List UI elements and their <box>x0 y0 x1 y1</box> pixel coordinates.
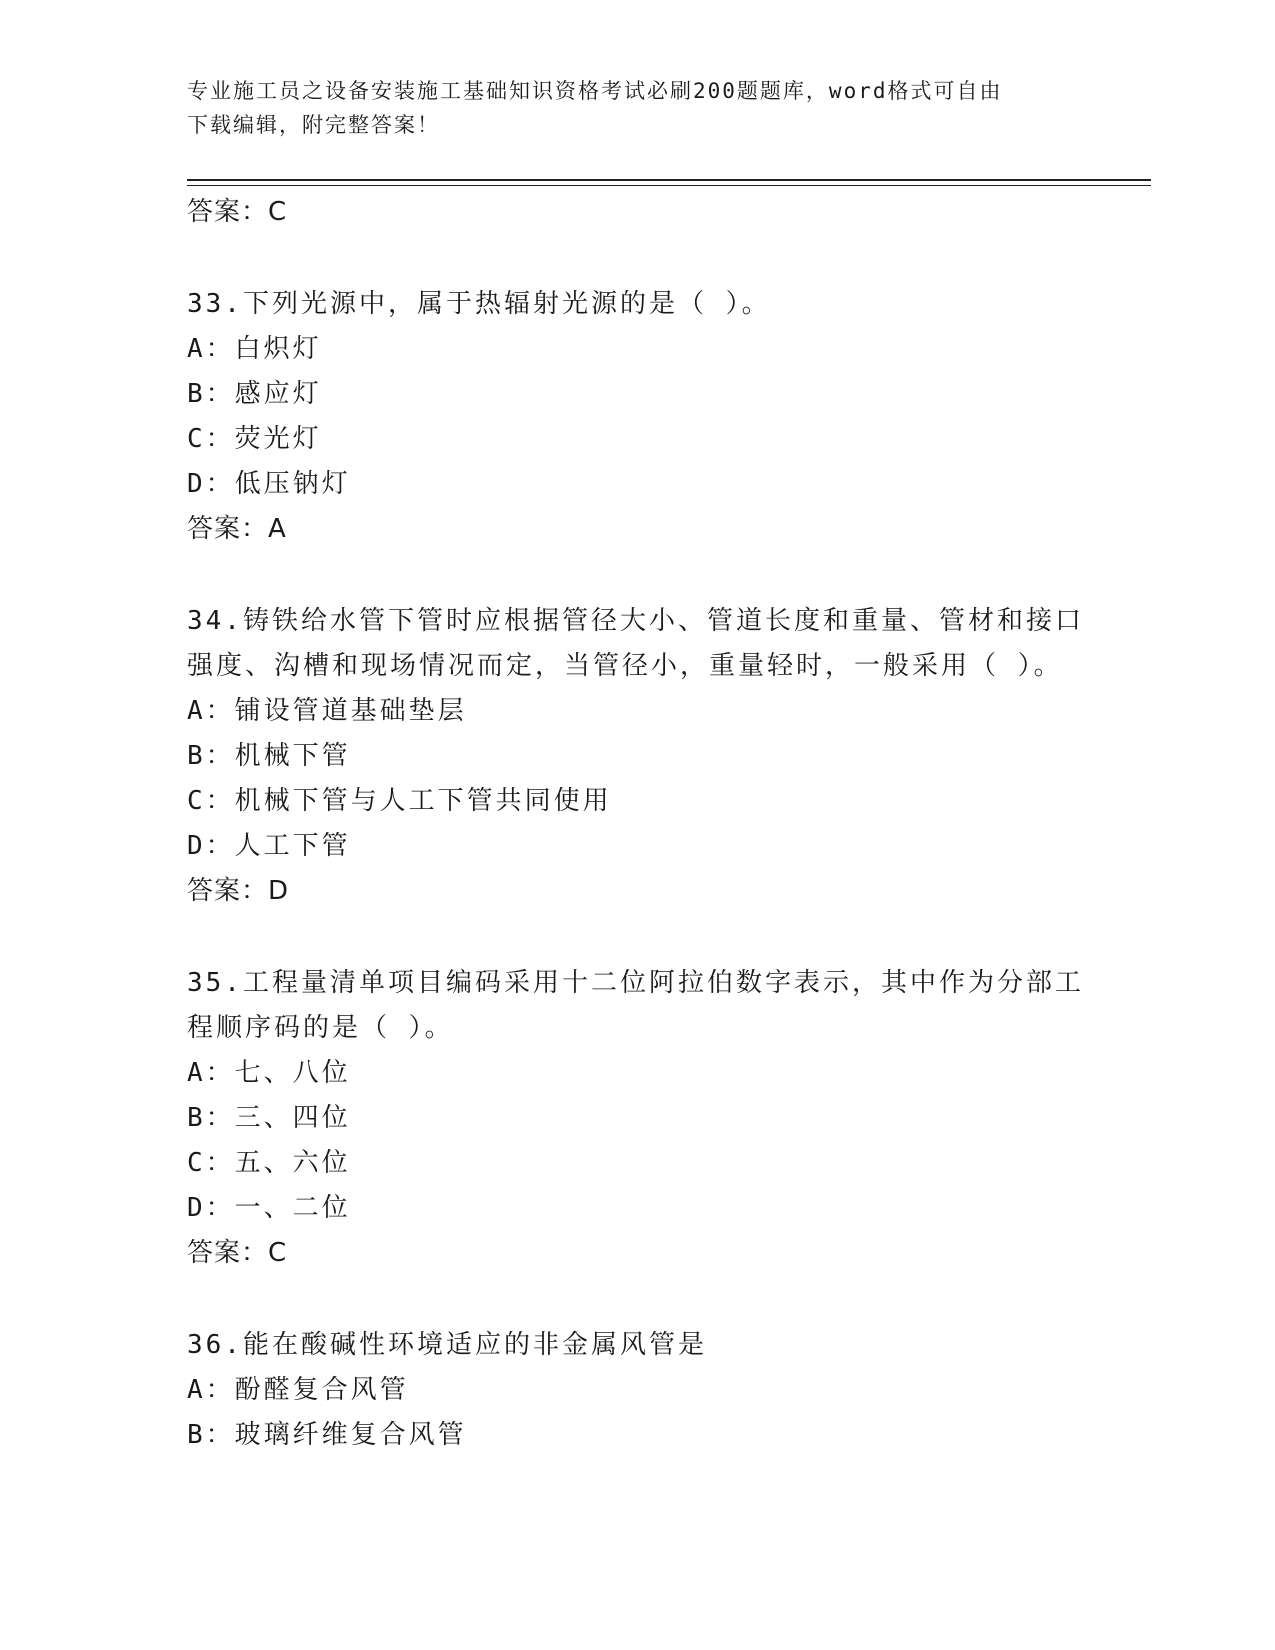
option-b: B：玻璃纤维复合风管 <box>187 1420 467 1450</box>
option-c: C：五、六位 <box>187 1148 351 1178</box>
question-list <box>187 190 1087 1458</box>
spacer <box>187 235 1087 282</box>
document-header <box>187 74 1067 142</box>
option-b: B：三、四位 <box>187 1103 351 1133</box>
option-c: C：荧光灯 <box>187 424 322 454</box>
option-a: A：七、八位 <box>187 1058 351 1088</box>
question-block <box>187 961 1087 1276</box>
question-text: 35.工程量清单项目编码采用十二位阿拉伯数字表示，其中作为分部工 <box>187 968 1084 998</box>
spacer <box>187 914 1087 961</box>
question-block <box>187 599 1087 914</box>
spacer <box>187 1276 1087 1323</box>
spacer <box>187 552 1087 599</box>
option-d: D：低压钠灯 <box>187 469 351 499</box>
header-title-line-1: 专业施工员之设备安装施工基础知识资格考试必刷200题题库，word格式可自由 <box>187 79 1003 103</box>
option-c: C：机械下管与人工下管共同使用 <box>187 786 612 816</box>
option-d: D：一、二位 <box>187 1193 351 1223</box>
option-b: B：感应灯 <box>187 379 322 409</box>
header-divider-thin <box>187 185 1151 186</box>
option-a: A：铺设管道基础垫层 <box>187 696 467 726</box>
answer-line: 答案：C <box>187 1238 288 1268</box>
question-text-continued: 程顺序码的是（ ）。 <box>187 1013 454 1043</box>
option-d: D：人工下管 <box>187 831 351 861</box>
answer-line: 答案：A <box>187 514 287 544</box>
question-text-continued: 强度、沟槽和现场情况而定，当管径小，重量轻时，一般采用（ ）。 <box>187 651 1063 681</box>
header-title-line-2: 下载编辑，附完整答案！ <box>187 113 440 137</box>
question-text: 36.能在酸碱性环境适应的非金属风管是 <box>187 1330 707 1360</box>
option-a: A：白炽灯 <box>187 334 322 364</box>
header-divider-thick <box>187 179 1151 181</box>
option-a: A：酚醛复合风管 <box>187 1375 409 1405</box>
answer-line: 答案：D <box>187 876 290 906</box>
question-block <box>187 282 1087 552</box>
question-block <box>187 1323 1087 1458</box>
question-text: 33.下列光源中，属于热辐射光源的是（ ）。 <box>187 289 771 319</box>
answer-line: 答案：C <box>187 197 288 227</box>
option-b: B：机械下管 <box>187 741 351 771</box>
question-text: 34.铸铁给水管下管时应根据管径大小、管道长度和重量、管材和接口 <box>187 606 1084 636</box>
